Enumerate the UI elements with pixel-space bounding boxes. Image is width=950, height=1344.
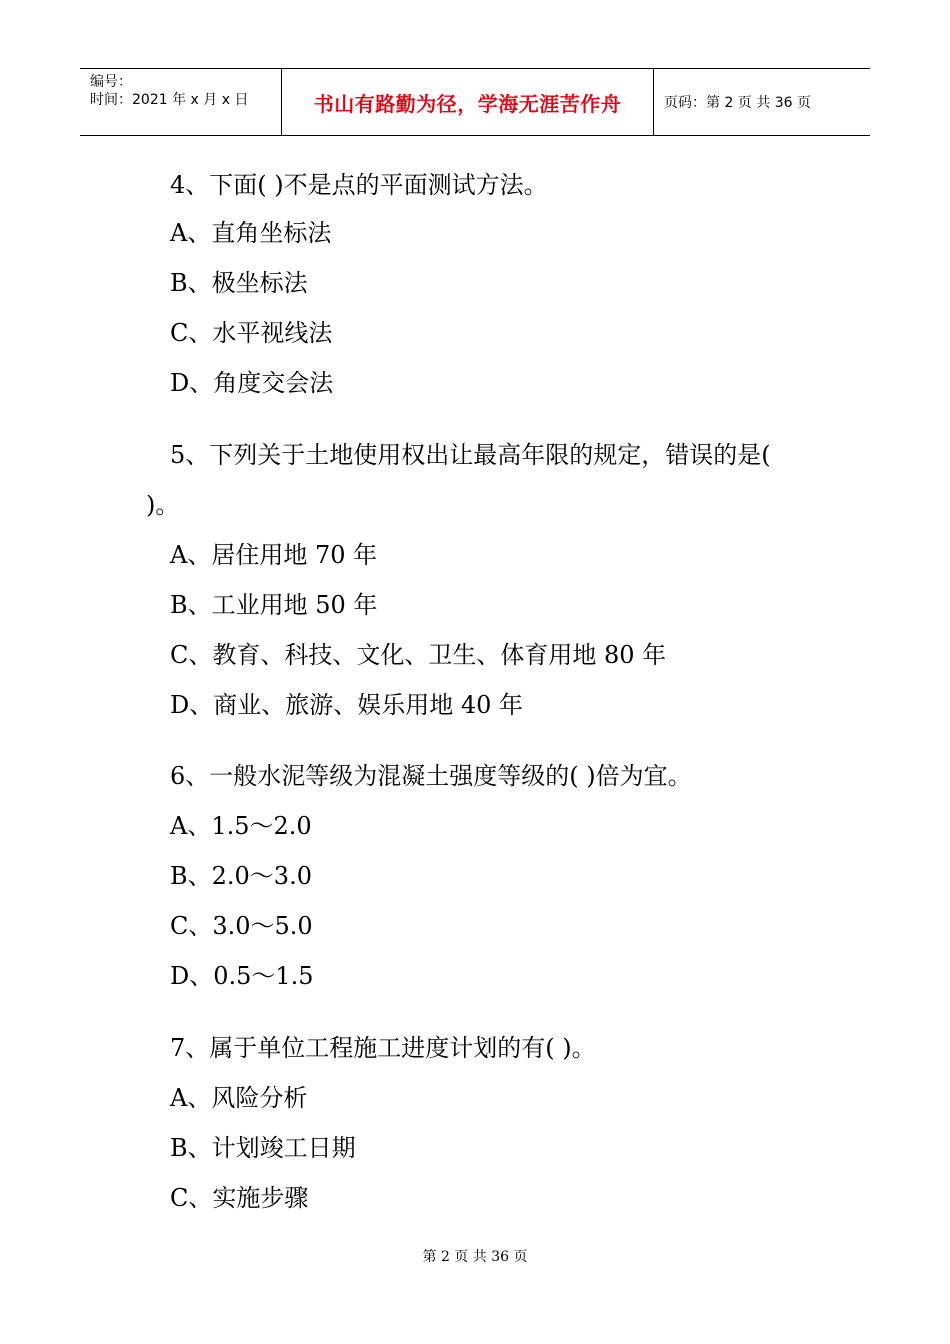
header-page-info: 页码：第 2 页 共 36 页 — [664, 95, 811, 111]
question-5-stem-continued: )。 — [146, 491, 180, 519]
question-6-option-c: C、3.0～5.0 — [170, 912, 313, 940]
question-7-option-b: B、计划竣工日期 — [170, 1134, 356, 1162]
time-label: 时间：2021 年 x 月 x 日 — [90, 92, 249, 108]
page-footer: 第 2 页 共 36 页 — [422, 1249, 528, 1265]
question-4-option-c: C、水平视线法 — [170, 319, 333, 347]
question-5-stem: 5、下列关于土地使用权出让最高年限的规定，错误的是( — [170, 441, 771, 469]
question-7-option-a: A、风险分析 — [170, 1084, 308, 1112]
question-7-option-c: C、实施步骤 — [170, 1184, 309, 1212]
question-5-option-b: B、工业用地 50 年 — [170, 591, 378, 619]
question-4-option-d: D、角度交会法 — [170, 369, 334, 397]
header-motto: 书山有路勤为径，学海无涯苦作舟 — [282, 69, 654, 135]
question-4-option-b: B、极坐标法 — [170, 269, 308, 297]
number-label: 编号： — [90, 74, 132, 90]
question-4-option-a: A、直角坐标法 — [170, 219, 332, 247]
question-7-stem: 7、属于单位工程施工进度计划的有( )。 — [170, 1034, 596, 1062]
question-6-stem: 6、一般水泥等级为混凝土强度等级的( )倍为宜。 — [170, 762, 692, 790]
question-6-option-b: B、2.0～3.0 — [170, 862, 312, 890]
question-6-option-d: D、0.5～1.5 — [170, 962, 314, 990]
question-6-option-a: A、1.5～2.0 — [170, 812, 312, 840]
header-meta — [80, 69, 282, 135]
question-5-option-d: D、商业、旅游、娱乐用地 40 年 — [170, 691, 524, 719]
question-4-stem: 4、下面( )不是点的平面测试方法。 — [170, 171, 548, 199]
question-5-option-a: A、居住用地 70 年 — [170, 541, 378, 569]
page-header — [80, 68, 870, 136]
question-5-option-c: C、教育、科技、文化、卫生、体育用地 80 年 — [170, 641, 667, 669]
